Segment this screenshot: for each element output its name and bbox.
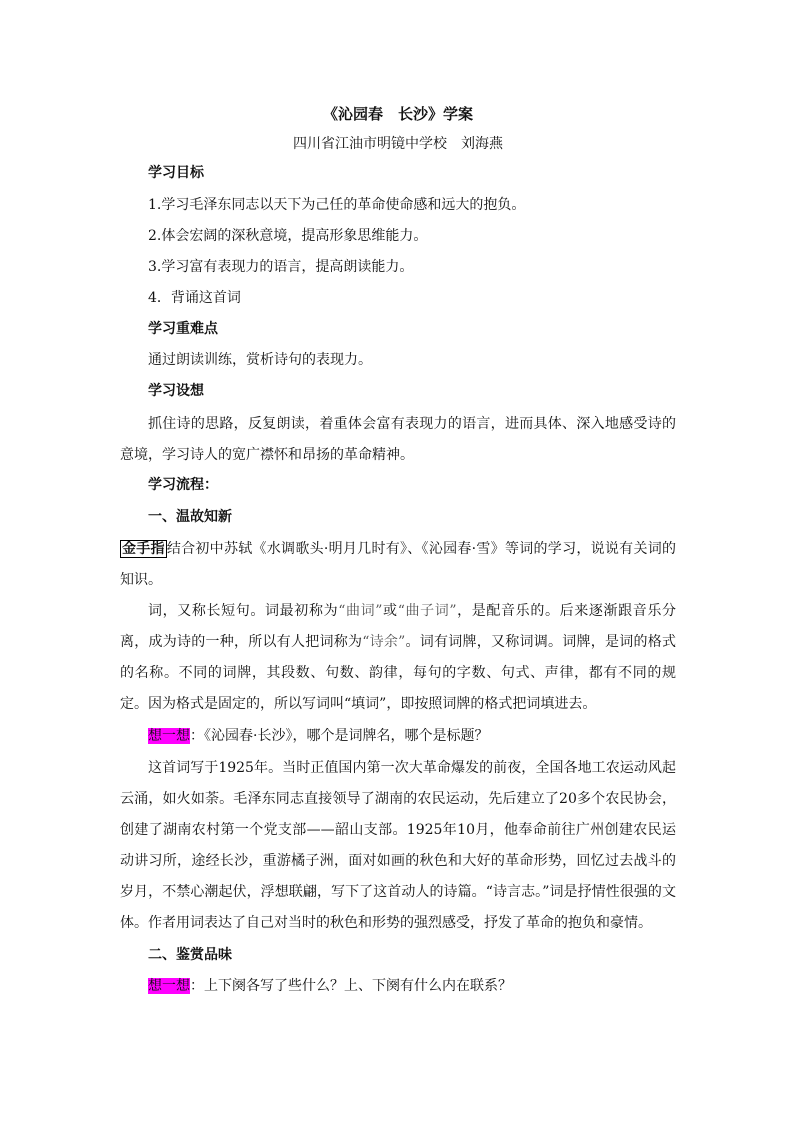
gold-finger-tag: 金手指 — [122, 541, 165, 557]
goal-item: 1.学习毛泽东同志以天下为己任的革命使命感和远大的抱负。 — [148, 197, 526, 213]
ci-text: 。词有词牌，又称词调。词牌，是词的格式的名称。不同的词牌，其段数、句数、韵律，每句的字数、句式、声律，都有不同的规定。因为格式是固定的，所以写词叫“填词”，即按照词牌的格式把词填进去。 — [120, 634, 676, 712]
think-highlight: 想一想 — [148, 978, 190, 994]
section-heading-idea: 学习设想 — [148, 383, 204, 399]
gold-finger-text: 结合初中苏轼《水调歌头·明月几时有》、《沁园春·雪》等词的学习，说说有关词的知识。 — [120, 541, 677, 588]
section-heading-process: 学习流程： — [148, 477, 218, 493]
goal-item: 2.体会宏阔的深秋意境，提高形象思维能力。 — [148, 228, 428, 244]
goal-item: 3.学习富有表现力的语言，提高朗读能力。 — [148, 259, 414, 275]
section-heading-review: 一、温故知新 — [148, 509, 232, 525]
difficulty-text: 通过朗读训练，赏析诗句的表现力。 — [148, 352, 372, 368]
idea-paragraph: 抓住诗的思路，反复朗读，着重体会富有表现力的语言，进而具体、深入地感受诗的意境，学习诗人的宽广襟怀和昂扬的革命精神。 — [120, 416, 676, 463]
author-line: 四川省江油市明镜中学校 刘海燕 — [293, 136, 503, 152]
background-paragraph: 这首词写于1925年。当时正值国内第一次大革命爆发的前夜，全国各地工农运动风起云涌，如火如荼。毛泽东同志直接领导了湖南的农民运动，先后建立了20多个农民协会，创建了湖南农村第一个党支部——韶山支部。1925年10月，他奉命前往广州创建农民运动讲习所，途经长沙，重游橘子洲，面对如画的秋色和大好的革命形势，回忆过去战斗的岁月，不禁心潮起伏，浮想联翩，写下了这首动人的诗篇。“诗言志。”词是抒情性很强的文体。作者用词表达了自己对当时的秋色和形势的强烈感受，抒发了革命的抱负和豪情。 — [120, 760, 676, 931]
goal-item: 4．背诵这首词 — [148, 290, 241, 306]
section-heading-difficulty: 学习重难点 — [148, 321, 218, 337]
think-highlight: 想一想 — [148, 728, 190, 744]
ci-text: 词，又称长短句。词最初称为 — [148, 603, 339, 619]
ci-term: “曲子词” — [397, 603, 457, 619]
think-text: ：《沁园春·长沙》，哪个是词牌名，哪个是标题？ — [190, 728, 489, 744]
ci-text: 或 — [382, 603, 398, 619]
gold-finger-paragraph — [120, 534, 676, 596]
think-question-1 — [120, 722, 704, 750]
ci-term: “诗余” — [362, 634, 406, 650]
section-heading-appreciation: 二、鉴赏品味 — [148, 947, 232, 963]
section-heading-goals: 学习目标 — [148, 165, 204, 181]
ci-knowledge-paragraph — [120, 596, 676, 720]
ci-term: “曲词” — [338, 603, 383, 619]
think-question-2 — [120, 972, 704, 1000]
think-text: ：上下阕各写了些什么？上、下阕有什么内在联系？ — [190, 978, 512, 994]
document-title: 《沁园春 长沙》学案 — [322, 105, 473, 123]
ci-text: ，是配音乐的。后来逐渐跟音乐分离，成为诗的一种，所以有人把词称为 — [120, 603, 676, 650]
